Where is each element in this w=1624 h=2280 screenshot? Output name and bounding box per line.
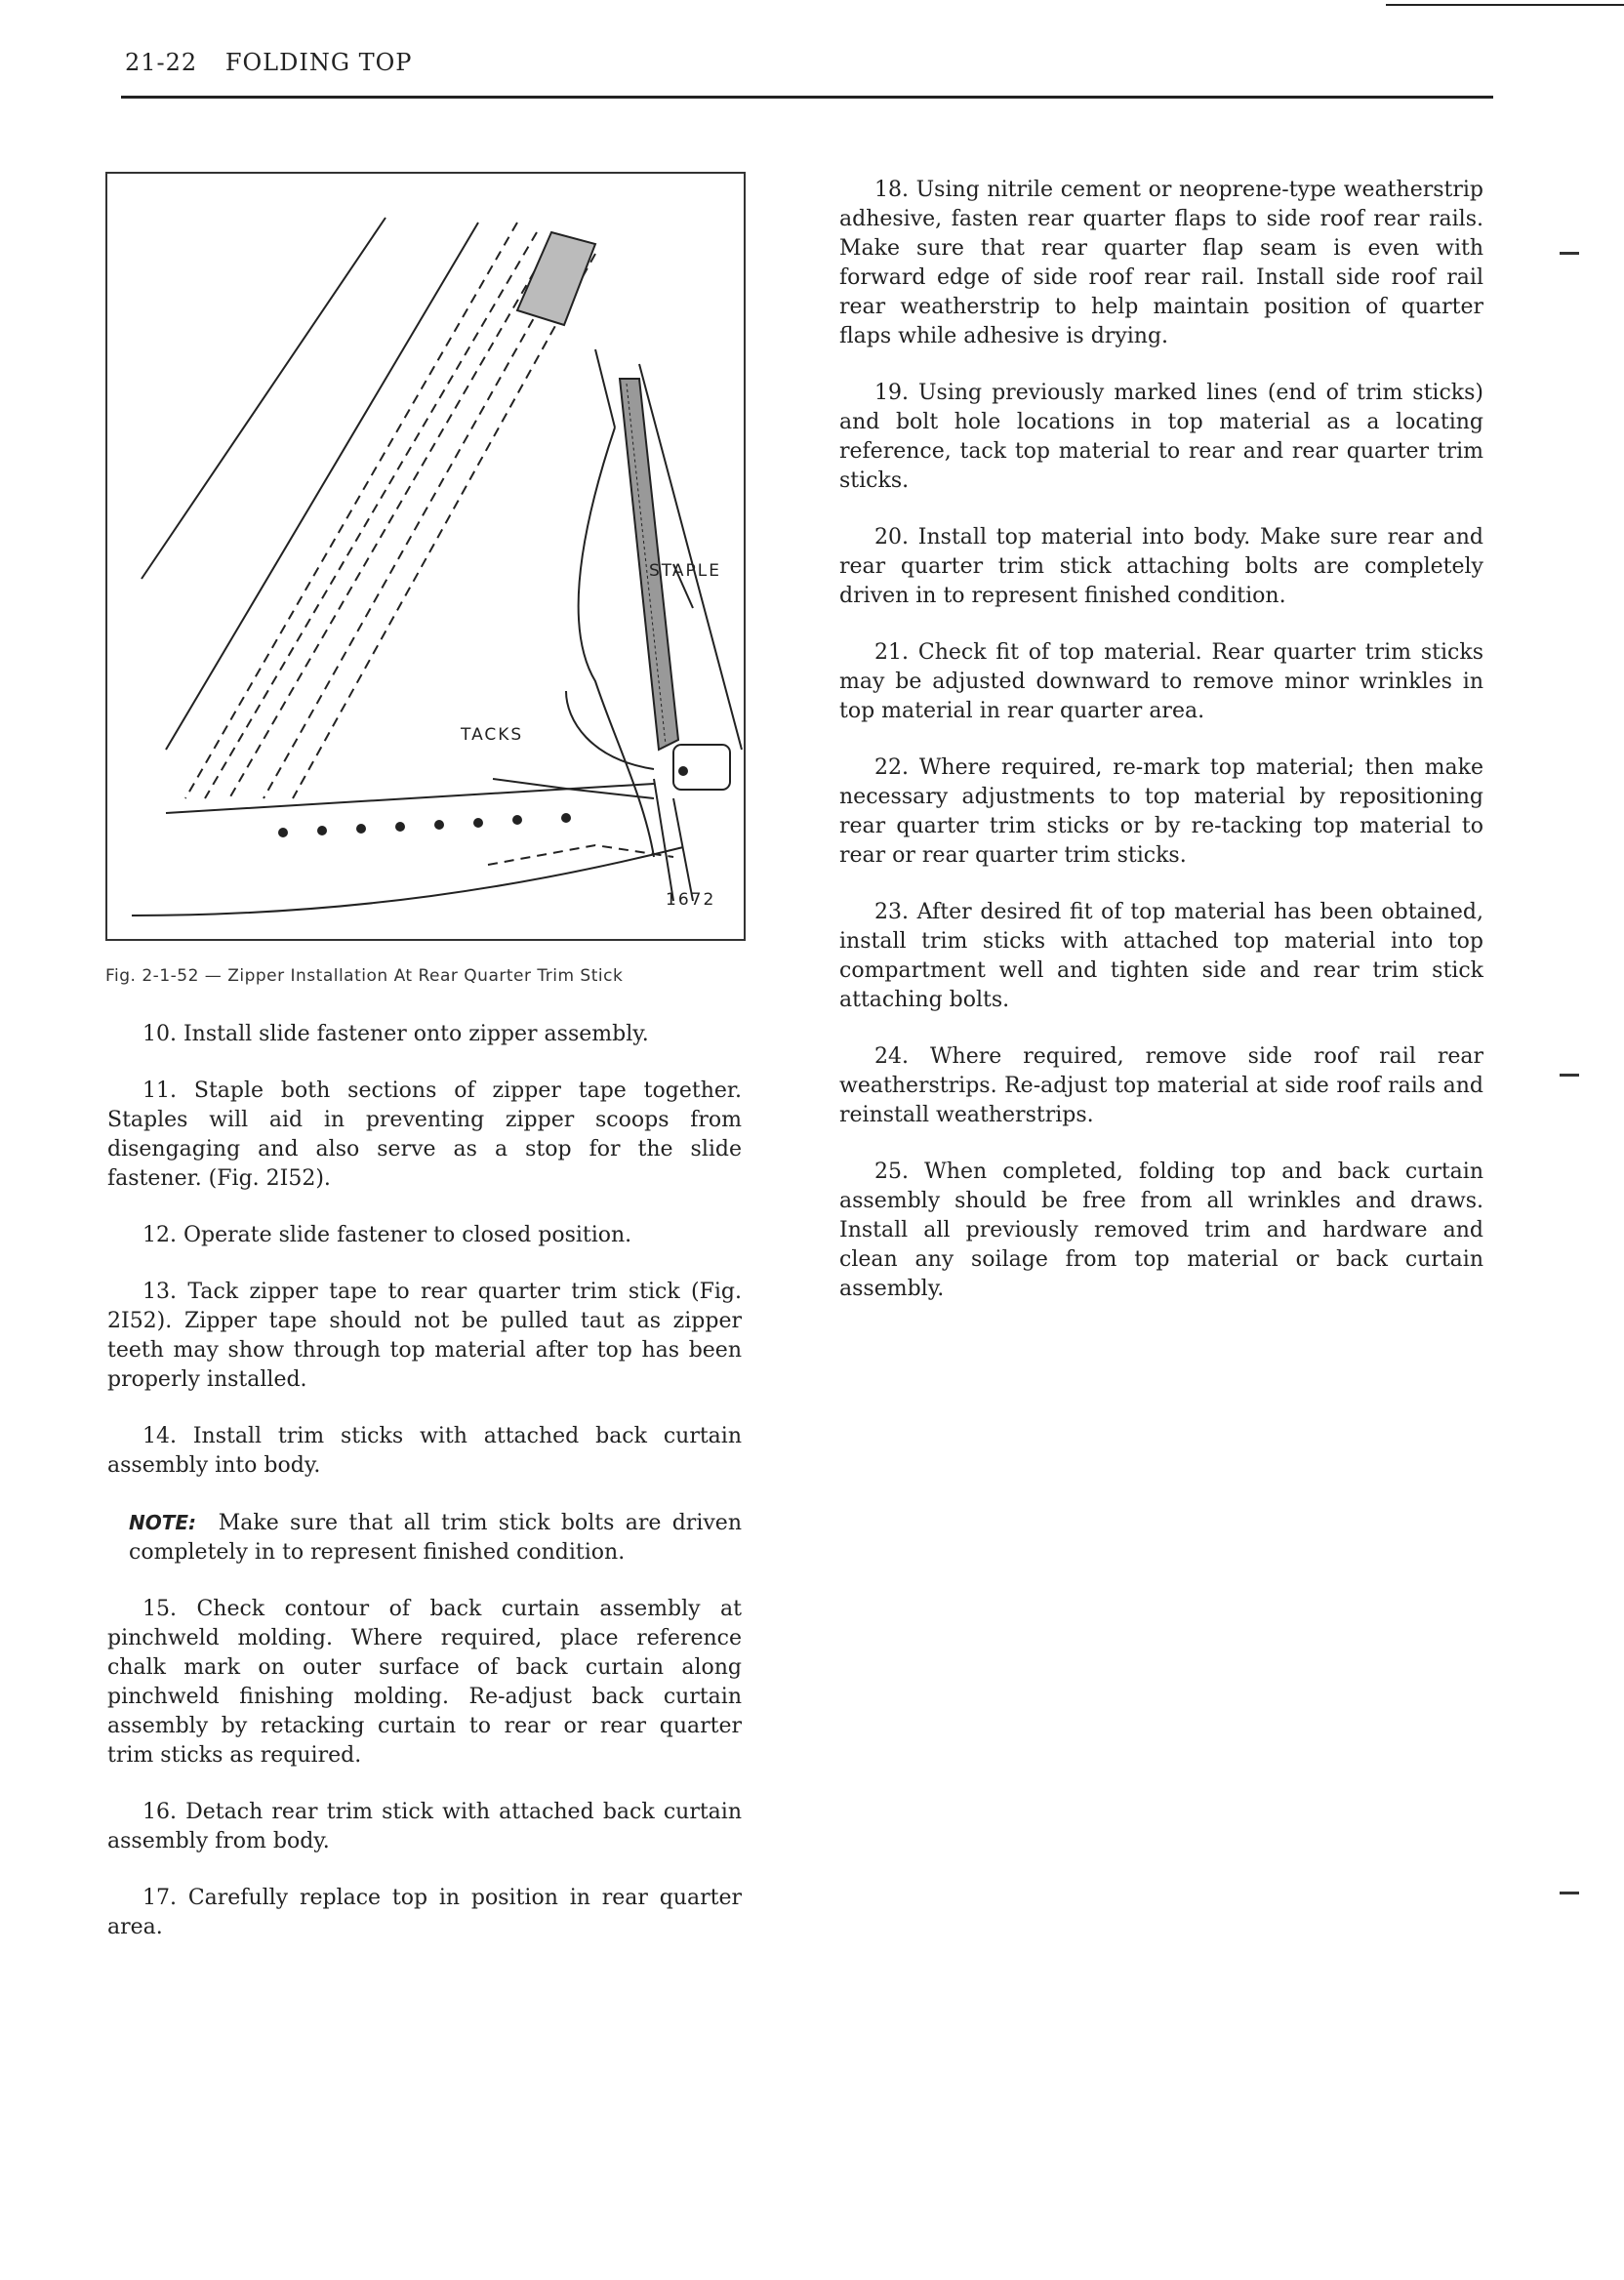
step-16: 16. Detach rear trim stick with attached back curtain assembly from body. — [107, 1800, 742, 1853]
step-10: 10. Install slide fastener onto zipper assembly. — [142, 1022, 649, 1046]
staple-label: STAPLE — [649, 561, 721, 581]
step-25: 25. When completed, folding top and back curtain assembly should be free from all wrinkles and draws. Install all previously removed trim and hardware and clean any soilage from top material or back curtain assembly. — [839, 1160, 1483, 1301]
header-rule — [121, 96, 1493, 99]
zipper-diagram — [107, 174, 744, 939]
left-column — [107, 1020, 742, 1970]
step-20: 20. Install top material into body. Make sure rear and rear quarter trim stick attaching bolts are completely driven in to represent finished condition. — [839, 525, 1483, 608]
top-edge-rule — [1386, 4, 1624, 6]
section-title: FOLDING TOP — [224, 49, 413, 76]
step-15: 15. Check contour of back curtain assembly at pinchweld molding. Where required, place reference chalk mark on outer surface of back curtain along pinchweld finishing molding. Re-adjust back curtain assembly by retacking curtain to rear or rear quarter trim sticks as required. — [107, 1597, 742, 1768]
page-header — [125, 49, 412, 76]
margin-revision-mark — [1560, 1074, 1579, 1077]
step-18: 18. Using nitrile cement or neoprene-type weatherstrip adhesive, fasten rear quarter flaps to side roof rear rails. Make sure that rear quarter flap seam is even with forward edge of side roof rear rail. Install side roof rail rear weatherstrip to help maintain position of quarter flaps while adhesive is drying. — [839, 178, 1483, 348]
tacks-label: TACKS — [461, 725, 524, 745]
figure-caption: Fig. 2-1-52 — Zipper Installation At Rear Quarter Trim Stick — [105, 966, 624, 986]
step-24: 24. Where required, remove side roof rail rear weatherstrips. Re-adjust top material at side roof rails and reinstall weatherstrips. — [839, 1044, 1483, 1127]
zipper-installation-figure — [105, 172, 746, 941]
page-number: 21-22 — [125, 49, 198, 76]
step-21: 21. Check fit of top material. Rear quarter trim sticks may be adjusted downward to remove minor wrinkles in top material in rear quarter area. — [839, 640, 1483, 723]
margin-revision-mark — [1560, 252, 1579, 255]
step-19: 19. Using previously marked lines (end of trim sticks) and bolt hole locations in top material as a locating reference, tack top material to rear and rear quarter trim sticks. — [839, 381, 1483, 493]
step-17: 17. Carefully replace top in position in rear quarter area. — [107, 1886, 742, 1939]
step-23: 23. After desired fit of top material has been obtained, install trim sticks with attached top material into top compartment well and tighten side and rear trim stick attaching bolts. — [839, 900, 1483, 1012]
step-14: 14. Install trim sticks with attached back curtain assembly into body. — [107, 1424, 742, 1478]
step-22: 22. Where required, re-mark top material; then make necessary adjustments to top material by repositioning rear quarter trim sticks or by re-tacking top material to rear or rear quarter trim sticks. — [839, 755, 1483, 868]
note-block — [107, 1508, 742, 1568]
note-text: Make sure that all trim stick bolts are driven completely in to represent finished condition. — [129, 1511, 742, 1565]
note-label: NOTE: — [129, 1511, 197, 1534]
figure-code: 1672 — [666, 890, 716, 910]
step-11: 11. Staple both sections of zipper tape together. Staples will aid in preventing zipper scoops from disengaging and also serve as a stop for the slide fastener. (Fig. 2I52). — [107, 1079, 742, 1191]
right-column — [839, 176, 1483, 1331]
margin-revision-mark — [1560, 1892, 1579, 1894]
step-13: 13. Tack zipper tape to rear quarter trim stick (Fig. 2I52). Zipper tape should not be pulled taut as zipper teeth may show through top material after top has been properly installed. — [107, 1280, 742, 1392]
step-12: 12. Operate slide fastener to closed position. — [142, 1223, 632, 1247]
